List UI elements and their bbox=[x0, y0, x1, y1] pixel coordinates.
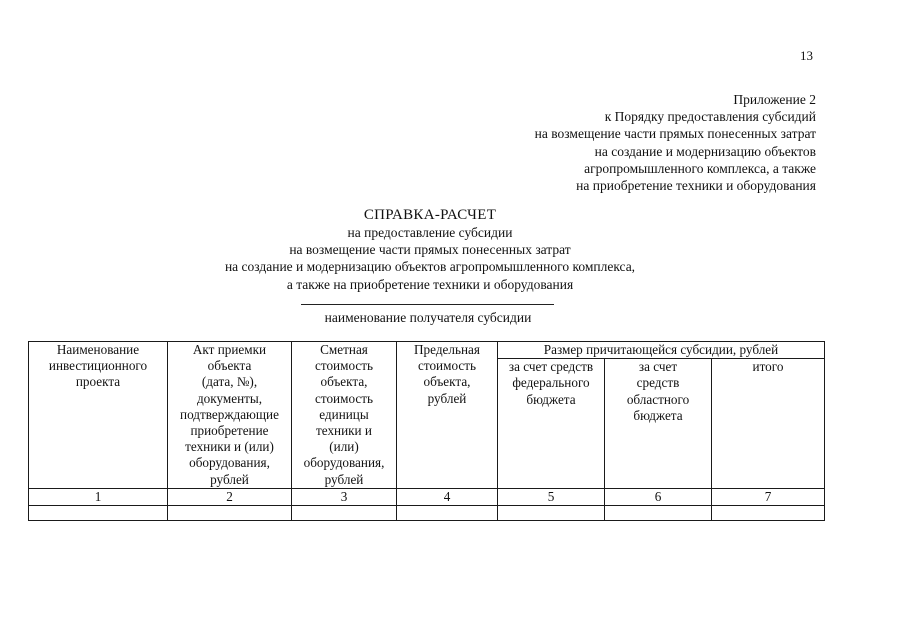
column-number: 1 bbox=[29, 488, 168, 505]
header-estimated-cost bbox=[292, 342, 397, 489]
header-text-line: средств bbox=[636, 375, 680, 391]
header-federal-budget bbox=[498, 359, 605, 489]
header-text-line: за счет средств bbox=[508, 359, 594, 375]
header-max-cost bbox=[397, 342, 498, 489]
column-number-row bbox=[29, 488, 825, 505]
header-text-line: оборудования, bbox=[303, 455, 385, 471]
header-text-line: областного bbox=[626, 391, 690, 407]
appendix-line: на возмещение части прямых понесенных затрат bbox=[534, 126, 816, 142]
header-text-line: Предельная bbox=[414, 342, 480, 357]
header-text-line: техники и (или) bbox=[185, 439, 274, 455]
column-number: 7 bbox=[712, 488, 825, 505]
header-subsidy-group: Размер причитающейся субсидии, рублей bbox=[498, 342, 825, 359]
header-text-line: итого bbox=[752, 359, 784, 375]
document-subtitle-line: на создание и модернизацию объектов агропромышленного комплекса, bbox=[224, 259, 636, 275]
header-text-line: Наименование bbox=[56, 342, 140, 357]
header-text-line: бюджета bbox=[633, 407, 683, 423]
appendix-line: агропромышленного комплекса, а также bbox=[584, 160, 816, 176]
empty-cell bbox=[605, 505, 712, 520]
document-subtitle-line: на возмещение части прямых понесенных затрат bbox=[289, 242, 571, 258]
empty-cell bbox=[498, 505, 605, 520]
header-text-line: объекта, bbox=[423, 374, 471, 390]
header-text-line: техники и bbox=[316, 423, 372, 439]
document-subtitle-line: а также на приобретение техники и оборудования bbox=[286, 276, 574, 292]
column-number: 4 bbox=[397, 488, 498, 505]
header-text-line: стоимость bbox=[315, 358, 373, 374]
recipient-fill-line bbox=[301, 304, 554, 305]
header-text-line: подтверждающие bbox=[180, 406, 279, 422]
document-title-block bbox=[130, 206, 730, 293]
header-text-line: Сметная bbox=[320, 342, 368, 357]
empty-cell bbox=[397, 505, 498, 520]
header-text-line: бюджета bbox=[526, 391, 576, 407]
header-text-line: приобретение bbox=[190, 423, 269, 439]
document-title: СПРАВКА-РАСЧЕТ bbox=[363, 207, 497, 223]
header-project-name bbox=[29, 342, 168, 489]
appendix-line: Приложение 2 bbox=[733, 92, 816, 107]
document-subtitle-line: на предоставление субсидии bbox=[347, 225, 513, 240]
empty-data-row bbox=[29, 505, 825, 520]
empty-cell bbox=[168, 505, 292, 520]
header-text-line: стоимость bbox=[315, 390, 373, 406]
appendix-line: на приобретение техники и оборудования bbox=[576, 178, 816, 194]
column-number: 5 bbox=[498, 488, 605, 505]
header-text-line: (или) bbox=[329, 439, 359, 455]
empty-cell bbox=[29, 505, 168, 520]
column-number: 2 bbox=[168, 488, 292, 505]
appendix-line: к Порядку предоставления субсидий bbox=[604, 109, 816, 125]
header-text-line: за счет bbox=[638, 359, 678, 375]
header-text-line: документы, bbox=[196, 390, 263, 406]
column-number: 3 bbox=[292, 488, 397, 505]
page-number: 13 bbox=[800, 48, 813, 63]
header-text-line: рублей bbox=[427, 390, 467, 406]
header-text-line: федерального bbox=[512, 375, 590, 391]
subsidy-calculation-table bbox=[28, 341, 825, 521]
header-text-line: объекта bbox=[207, 358, 252, 374]
header-text-line: рублей bbox=[324, 471, 364, 487]
header-text-line: оборудования, bbox=[189, 455, 270, 471]
header-text-line: (дата, №), bbox=[201, 374, 258, 390]
header-text-line: объекта, bbox=[320, 374, 368, 390]
empty-cell bbox=[292, 505, 397, 520]
header-total bbox=[712, 359, 825, 489]
header-acceptance-act bbox=[168, 342, 292, 489]
header-text-line: инвестиционного bbox=[48, 358, 148, 374]
header-text-line: Акт приемки bbox=[192, 342, 267, 357]
header-text-line: рублей bbox=[210, 471, 249, 487]
header-text-line: стоимость bbox=[418, 358, 476, 374]
header-regional-budget bbox=[605, 359, 712, 489]
column-number: 6 bbox=[605, 488, 712, 505]
appendix-line: на создание и модернизацию объектов bbox=[594, 143, 816, 159]
header-text-line: проекта bbox=[75, 374, 121, 390]
header-text-line: единицы bbox=[319, 406, 369, 422]
appendix-header bbox=[420, 91, 816, 194]
recipient-caption: наименование получателя субсидии bbox=[324, 310, 532, 325]
empty-cell bbox=[712, 505, 825, 520]
